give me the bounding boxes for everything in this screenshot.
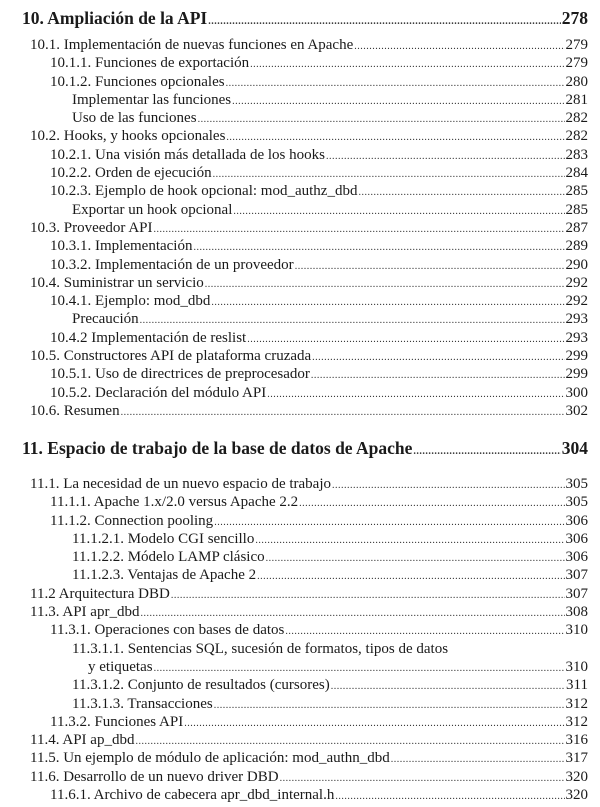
dot-leader bbox=[299, 495, 564, 513]
toc-entry-page: 306 bbox=[565, 549, 588, 566]
toc-entry-page: 279 bbox=[565, 37, 588, 53]
toc-entry-title: 11.1.1. Apache 1.x/2.0 versus Apache 2.2 bbox=[50, 494, 299, 511]
dot-leader bbox=[208, 16, 561, 27]
toc-entry-title: 10.5. Constructores API de plataforma cruzada bbox=[30, 348, 312, 365]
toc-entry-page: 285 bbox=[565, 201, 588, 218]
toc-entry[interactable] bbox=[0, 768, 588, 786]
toc-entry-page: 316 bbox=[565, 732, 588, 749]
chapter-title: 10. Ampliación de la API bbox=[22, 8, 208, 28]
toc-entry-title: 10.3. Proveedor API bbox=[30, 219, 153, 236]
toc-entry[interactable] bbox=[0, 475, 588, 493]
toc-entry-title: 10.2.1. Una visión más detallada de los hooks bbox=[50, 146, 325, 163]
toc-entry-title: Exportar un hook opcional bbox=[72, 201, 233, 218]
toc-entry-title: 11.3.1.2. Conjunto de resultados (cursores) bbox=[72, 677, 330, 694]
toc-entry-page: 299 bbox=[565, 366, 588, 383]
toc-entry[interactable] bbox=[0, 548, 588, 566]
toc-entry[interactable] bbox=[0, 54, 588, 72]
toc-entry[interactable] bbox=[0, 164, 588, 182]
toc-entry-page: 280 bbox=[565, 73, 588, 90]
dot-leader bbox=[171, 587, 565, 605]
dot-leader bbox=[121, 404, 565, 422]
dot-leader bbox=[335, 788, 564, 806]
toc-entry-page: 285 bbox=[565, 183, 588, 200]
toc-entry-page: 320 bbox=[565, 787, 588, 804]
toc-entry[interactable] bbox=[0, 219, 588, 237]
toc-entry-title: 11.3.2. Funciones API bbox=[50, 713, 184, 730]
toc-entry-title: 11.3.1.1. Sentencias SQL, sucesión de formatos, tipos de datos bbox=[72, 640, 449, 657]
toc-entry-title: 11.6. Desarrollo de un nuevo driver DBD bbox=[30, 768, 279, 785]
toc-entry-page: 306 bbox=[565, 512, 588, 529]
toc-entry[interactable] bbox=[0, 530, 588, 548]
toc-entry-title: 10.1.2. Funciones opcionales bbox=[50, 73, 225, 90]
toc-entry[interactable] bbox=[0, 566, 588, 584]
toc-entry[interactable] bbox=[0, 585, 588, 603]
toc-entry[interactable] bbox=[0, 201, 588, 219]
toc-entry-page: 282 bbox=[565, 110, 588, 127]
toc-entry[interactable] bbox=[0, 127, 588, 145]
chapter-heading[interactable] bbox=[22, 438, 588, 459]
dot-leader bbox=[358, 184, 564, 202]
dot-leader bbox=[184, 715, 564, 733]
toc-list-chapter-10 bbox=[0, 36, 588, 420]
dot-leader bbox=[232, 93, 564, 111]
toc-entry-title: 10.2. Hooks, y hooks opcionales bbox=[30, 128, 226, 145]
toc-entry[interactable] bbox=[0, 749, 588, 767]
dot-leader bbox=[391, 751, 565, 769]
dot-leader bbox=[211, 294, 564, 312]
dot-leader bbox=[250, 56, 564, 74]
dot-leader bbox=[255, 532, 564, 550]
toc-entry-page: 279 bbox=[565, 55, 588, 72]
toc-entry-title: 11.1. La necesidad de un nuevo espacio de trabajo bbox=[30, 476, 331, 492]
dot-leader bbox=[198, 111, 565, 129]
toc-entry[interactable] bbox=[0, 402, 588, 420]
dot-leader bbox=[266, 550, 565, 568]
dot-leader bbox=[233, 203, 564, 221]
toc-entry-title: 11.4. API ap_dbd bbox=[30, 732, 135, 749]
toc-entry-page: 311 bbox=[566, 677, 588, 694]
toc-entry-page: 281 bbox=[565, 91, 588, 108]
toc-entry-page: 283 bbox=[565, 146, 588, 163]
toc-entry[interactable] bbox=[0, 621, 588, 639]
toc-entry-page: 300 bbox=[565, 384, 588, 401]
toc-entry-page: 310 bbox=[565, 658, 588, 675]
toc-entry[interactable] bbox=[0, 36, 588, 54]
dot-leader bbox=[331, 678, 565, 696]
toc-entry-title: 10.4.1. Ejemplo: mod_dbd bbox=[50, 293, 211, 310]
toc-entry-page: 320 bbox=[565, 768, 588, 785]
toc-entry-page: 299 bbox=[565, 348, 588, 365]
toc-entry-title: 10.5.2. Declaración del módulo API bbox=[50, 384, 267, 401]
dot-leader bbox=[154, 221, 565, 239]
dot-leader bbox=[354, 38, 564, 56]
chapter-page: 278 bbox=[561, 8, 588, 28]
toc-entry-page: 307 bbox=[565, 585, 588, 602]
dot-leader bbox=[311, 367, 565, 385]
toc-entry-title: 10.2.2. Orden de ejecución bbox=[50, 165, 212, 182]
toc-entry-title: Implementar las funciones bbox=[72, 91, 232, 108]
toc-entry-title: 10.1.1. Funciones de exportación bbox=[50, 55, 250, 72]
toc-entry-title: 11.3.1.3. Transacciones bbox=[72, 695, 213, 712]
toc-entry-title: 10.2.3. Ejemplo de hook opcional: mod_authz_dbd bbox=[50, 183, 358, 200]
toc-entry-title: 11.6.1. Archivo de cabecera apr_dbd_internal.h bbox=[50, 787, 335, 804]
toc-entry[interactable] bbox=[0, 310, 588, 328]
toc-entry[interactable] bbox=[0, 365, 588, 383]
toc-entry-title: 11.1.2.2. Módelo LAMP clásico bbox=[72, 549, 265, 566]
toc-entry[interactable] bbox=[0, 256, 588, 274]
toc-entry[interactable] bbox=[0, 786, 588, 804]
toc-entry-title: 10.5.1. Uso de directrices de preprocesador bbox=[50, 366, 310, 383]
dot-leader bbox=[214, 514, 564, 532]
toc-entry-title: 11.5. Un ejemplo de módulo de aplicación: mod_authn_dbd bbox=[30, 750, 390, 767]
chapter-page: 304 bbox=[561, 438, 588, 458]
toc-entry[interactable] bbox=[0, 695, 588, 713]
dot-leader bbox=[267, 386, 564, 404]
toc-entry-page: 282 bbox=[565, 128, 588, 145]
dot-leader bbox=[332, 477, 565, 495]
toc-entry-title: 11.1.2.1. Modelo CGI sencillo bbox=[72, 530, 255, 547]
dot-leader bbox=[326, 148, 565, 166]
toc-entry-title: Uso de las funciones bbox=[72, 110, 197, 127]
toc-entry[interactable] bbox=[0, 512, 588, 530]
dot-leader bbox=[312, 349, 564, 367]
toc-entry[interactable] bbox=[0, 347, 588, 365]
toc-entry[interactable] bbox=[0, 676, 588, 694]
chapter-title: 11. Espacio de trabajo de la base de datos de Apache bbox=[22, 438, 413, 458]
toc-entry-page: 305 bbox=[565, 476, 588, 492]
toc-entry[interactable] bbox=[0, 91, 588, 109]
toc-entry[interactable] bbox=[0, 73, 588, 91]
toc-entry-page: 317 bbox=[565, 750, 588, 767]
toc-entry[interactable] bbox=[0, 493, 588, 511]
toc-entry-title: 11.2 Arquitectura DBD bbox=[30, 585, 170, 602]
toc-entry[interactable] bbox=[0, 384, 588, 402]
dot-leader bbox=[257, 568, 564, 586]
toc-entry-page: 305 bbox=[565, 494, 588, 511]
toc-entry-page: 312 bbox=[565, 713, 588, 730]
dot-leader bbox=[226, 75, 565, 93]
dot-leader bbox=[214, 697, 565, 715]
toc-entry-title: 11.1.2.3. Ventajas de Apache 2 bbox=[72, 567, 257, 584]
toc-entry[interactable] bbox=[0, 603, 588, 621]
toc-entry-page: 292 bbox=[565, 274, 588, 291]
toc-entry-page: 306 bbox=[565, 530, 588, 547]
toc-entry-title: 11.3.1. Operaciones con bases de datos bbox=[50, 622, 285, 639]
dot-leader bbox=[413, 446, 560, 457]
toc-entry[interactable] bbox=[0, 146, 588, 164]
toc-entry-title: 11.3. API apr_dbd bbox=[30, 604, 140, 621]
toc-entry-title: Precaución bbox=[72, 311, 139, 328]
toc-entry-title: 10.4. Suministrar un servicio bbox=[30, 274, 204, 291]
toc-entry-page: 293 bbox=[565, 311, 588, 328]
dot-leader bbox=[295, 258, 565, 276]
toc-entry-title: 10.3.1. Implementación bbox=[50, 238, 193, 255]
toc-entry-title: 10.1. Implementación de nuevas funciones en Apache bbox=[30, 37, 354, 53]
toc-entry-page: 289 bbox=[565, 238, 588, 255]
toc-entry-page: 290 bbox=[565, 256, 588, 273]
toc-entry[interactable] bbox=[0, 329, 588, 347]
toc-entry-title: 11.1.2. Connection pooling bbox=[50, 512, 214, 529]
toc-list-chapter-11 bbox=[0, 475, 588, 804]
toc-entry[interactable] bbox=[0, 658, 588, 676]
toc-entry-page: 302 bbox=[565, 402, 588, 419]
dot-leader bbox=[205, 276, 565, 294]
toc-entry-page: 308 bbox=[565, 604, 588, 621]
toc-entry[interactable] bbox=[0, 731, 588, 749]
toc-entry[interactable] bbox=[0, 237, 588, 255]
toc-entry[interactable] bbox=[0, 292, 588, 310]
toc-entry-title: 10.4.2 Implementación de reslist bbox=[50, 329, 247, 346]
toc-entry-page: 284 bbox=[565, 165, 588, 182]
toc-entry-page: 293 bbox=[565, 329, 588, 346]
toc-entry[interactable] bbox=[0, 182, 588, 200]
toc-entry-title: 10.6. Resumen bbox=[30, 402, 120, 419]
toc-entry-title: 10.3.2. Implementación de un proveedor bbox=[50, 256, 294, 273]
chapter-heading[interactable] bbox=[22, 8, 588, 29]
toc-entry-page: 310 bbox=[565, 622, 588, 639]
toc-entry[interactable] bbox=[0, 274, 588, 292]
toc-entry-page: 307 bbox=[565, 567, 588, 584]
toc-entry[interactable] bbox=[0, 640, 588, 658]
toc-entry[interactable] bbox=[0, 713, 588, 731]
toc-entry-page: 292 bbox=[565, 293, 588, 310]
toc-entry-page: 287 bbox=[565, 219, 588, 236]
toc-entry[interactable] bbox=[0, 109, 588, 127]
toc-entry-page: 312 bbox=[565, 695, 588, 712]
toc-entry-title: y etiquetas bbox=[88, 658, 153, 675]
